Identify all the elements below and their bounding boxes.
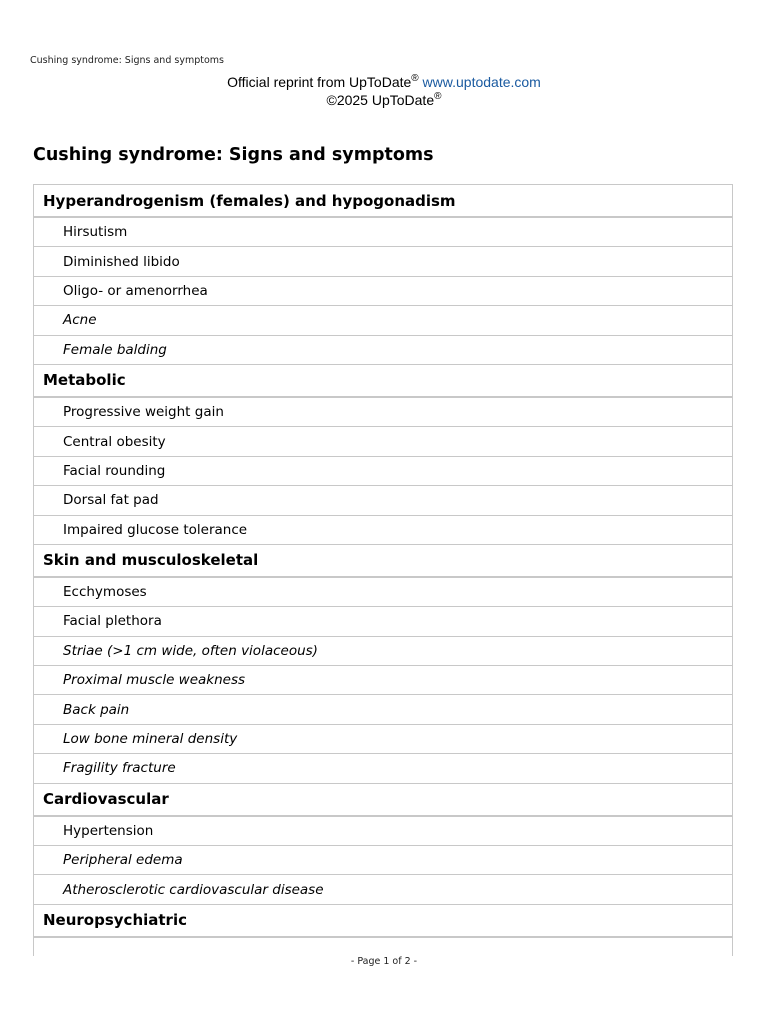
reprint-line-2	[0, 91, 768, 109]
symptom-row: Diminished libido	[34, 247, 732, 276]
symptoms-table	[33, 184, 733, 956]
symptom-row: Progressive weight gain	[34, 398, 732, 427]
page-title: Cushing syndrome: Signs and symptoms	[33, 145, 434, 165]
reprint-source: Official reprint from UpToDate	[227, 74, 412, 90]
registered-mark: ®	[411, 73, 419, 84]
section-header: Metabolic	[34, 365, 732, 398]
symptom-row: Hypertension	[34, 817, 732, 846]
symptom-row: Central obesity	[34, 427, 732, 456]
registered-mark-2: ®	[434, 91, 442, 102]
section-header: Hyperandrogenism (females) and hypogonadism	[34, 185, 732, 218]
symptom-row: Low bone mineral density	[34, 725, 732, 754]
section-header: Cardiovascular	[34, 784, 732, 817]
reprint-notice	[0, 73, 768, 109]
symptom-row: Acne	[34, 306, 732, 335]
symptom-row: Peripheral edema	[34, 846, 732, 875]
uptodate-link[interactable]: www.uptodate.com	[422, 74, 541, 90]
symptom-row: Oligo- or amenorrhea	[34, 277, 732, 306]
symptom-row: Proximal muscle weakness	[34, 666, 732, 695]
section-header: Neuropsychiatric	[34, 905, 732, 938]
symptom-row: Facial plethora	[34, 607, 732, 636]
page-number: - Page 1 of 2 -	[350, 956, 418, 967]
symptom-row: Dorsal fat pad	[34, 486, 732, 515]
symptom-row: Striae (>1 cm wide, often violaceous)	[34, 637, 732, 666]
symptom-row: Fragility fracture	[34, 754, 732, 783]
symptom-row: Atherosclerotic cardiovascular disease	[34, 875, 732, 904]
reprint-line-1	[0, 73, 768, 91]
symptom-row: Hirsutism	[34, 218, 732, 247]
symptom-row: Female balding	[34, 336, 732, 365]
symptom-row: Back pain	[34, 695, 732, 724]
running-head: Cushing syndrome: Signs and symptoms	[30, 55, 224, 66]
symptom-row: Ecchymoses	[34, 578, 732, 607]
section-header: Skin and musculoskeletal	[34, 545, 732, 578]
symptom-row: Facial rounding	[34, 457, 732, 486]
symptom-row: Impaired glucose tolerance	[34, 516, 732, 545]
copyright-text: ©2025 UpToDate	[326, 92, 435, 108]
